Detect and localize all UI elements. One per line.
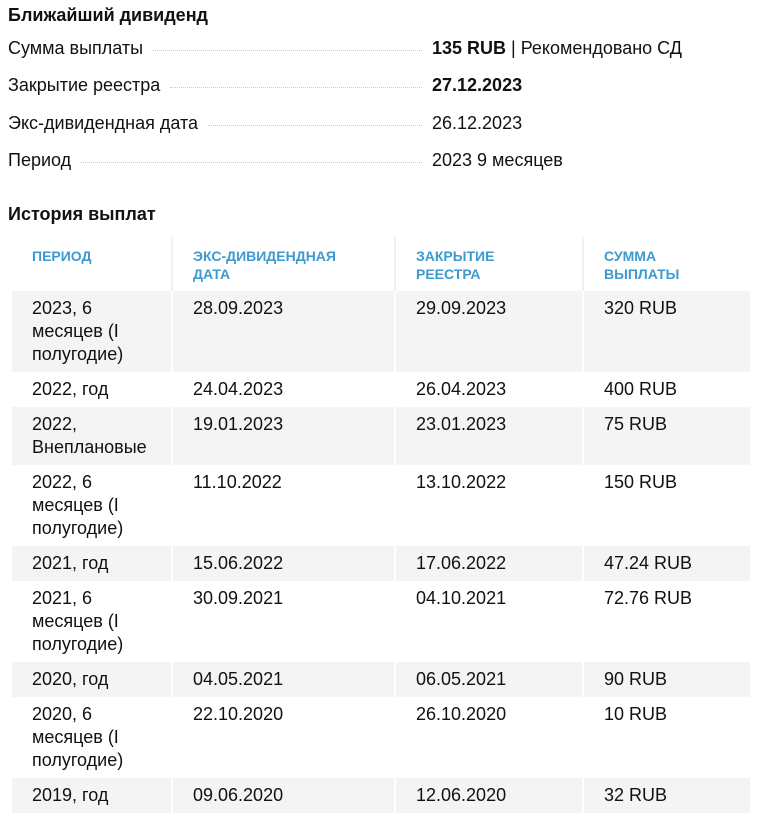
cell-registry-close: 04.10.2021: [395, 581, 583, 662]
cell-amount: 75 RUB: [583, 407, 750, 465]
nearest-row: [8, 150, 748, 171]
cell-registry-close: 23.01.2023: [395, 407, 583, 465]
value-bold: 27.12.2023: [432, 75, 523, 95]
cell-registry-close: 26.04.2023: [395, 372, 583, 407]
table-row: [12, 372, 750, 407]
cell-registry-close: 26.10.2020: [395, 697, 583, 778]
dotted-leader: [208, 125, 422, 126]
table-row: [12, 407, 750, 465]
dotted-leader: [170, 87, 422, 88]
table-row: [12, 662, 750, 697]
cell-ex-date: 22.10.2020: [172, 697, 395, 778]
dividend-history-table: [12, 237, 750, 813]
cell-period: 2023, 6 месяцев (I полугодие): [12, 291, 172, 372]
table-row: [12, 291, 750, 372]
cell-ex-date: 19.01.2023: [172, 407, 395, 465]
cell-amount: 32 RUB: [583, 778, 750, 813]
row-value: [432, 113, 748, 134]
row-value: [432, 75, 748, 96]
cell-registry-close: 29.09.2023: [395, 291, 583, 372]
cell-ex-date: 11.10.2022: [172, 465, 395, 546]
cell-registry-close: 06.05.2021: [395, 662, 583, 697]
dotted-leader: [153, 50, 422, 51]
row-label: Сумма выплаты: [8, 38, 144, 58]
cell-period: 2022, Внеплановые: [12, 407, 172, 465]
cell-amount: 90 RUB: [583, 662, 750, 697]
header-period: ПЕРИОД: [32, 248, 92, 264]
cell-amount: 10 RUB: [583, 697, 750, 778]
table-row: [12, 778, 750, 813]
cell-amount: 320 RUB: [583, 291, 750, 372]
table-row: [12, 546, 750, 581]
value-text: 26.12.2023: [432, 113, 523, 133]
row-label: Период: [8, 150, 72, 170]
cell-registry-close: 12.06.2020: [395, 778, 583, 813]
cell-ex-date: 30.09.2021: [172, 581, 395, 662]
cell-amount: 150 RUB: [583, 465, 750, 546]
cell-period: 2020, год: [12, 662, 172, 697]
table-row: [12, 465, 750, 546]
cell-period: 2021, 6 месяцев (I полугодие): [32, 588, 124, 654]
table-row: [12, 697, 750, 778]
cell-ex-date: 09.06.2020: [172, 778, 395, 813]
cell-ex-date: 15.06.2022: [172, 546, 395, 581]
cell-period: 2019, год: [12, 778, 172, 813]
cell-period: 2021, год: [12, 546, 172, 581]
cell-amount: 72.76 RUB: [583, 581, 750, 662]
value-text: 2023 9 месяцев: [432, 150, 563, 170]
header-amount: СУММА ВЫПЛАТЫ: [583, 237, 750, 291]
history-title: История выплат: [8, 204, 156, 224]
nearest-row: [8, 113, 748, 134]
cell-amount: 400 RUB: [583, 372, 750, 407]
table-row: [12, 581, 750, 662]
cell-amount: 47.24 RUB: [583, 546, 750, 581]
row-label: Экс-дивидендная дата: [8, 113, 199, 133]
header-ex-date: ЭКС-ДИВИДЕНДНАЯ ДАТА: [172, 237, 395, 291]
cell-registry-close: 17.06.2022: [395, 546, 583, 581]
cell-ex-date: 28.09.2023: [172, 291, 395, 372]
nearest-row: [8, 38, 748, 59]
header-registry-close: ЗАКРЫТИЕ РЕЕСТРА: [395, 237, 583, 291]
cell-period: 2022, год: [32, 379, 109, 399]
value-text: | Рекомендовано СД: [506, 38, 682, 58]
cell-ex-date: 24.04.2023: [172, 372, 395, 407]
cell-ex-date: 04.05.2021: [172, 662, 395, 697]
row-value: [432, 150, 748, 171]
row-label: Закрытие реестра: [8, 75, 161, 95]
row-value: [432, 38, 748, 59]
value-bold: 135 RUB: [432, 38, 507, 58]
cell-registry-close: 13.10.2022: [395, 465, 583, 546]
dotted-leader: [81, 162, 422, 163]
nearest-row: [8, 75, 748, 96]
cell-period: 2022, 6 месяцев (I полугодие): [32, 472, 124, 538]
cell-period: 2020, 6 месяцев (I полугодие): [32, 704, 124, 770]
nearest-dividend-title: Ближайший дивиденд: [8, 5, 208, 25]
